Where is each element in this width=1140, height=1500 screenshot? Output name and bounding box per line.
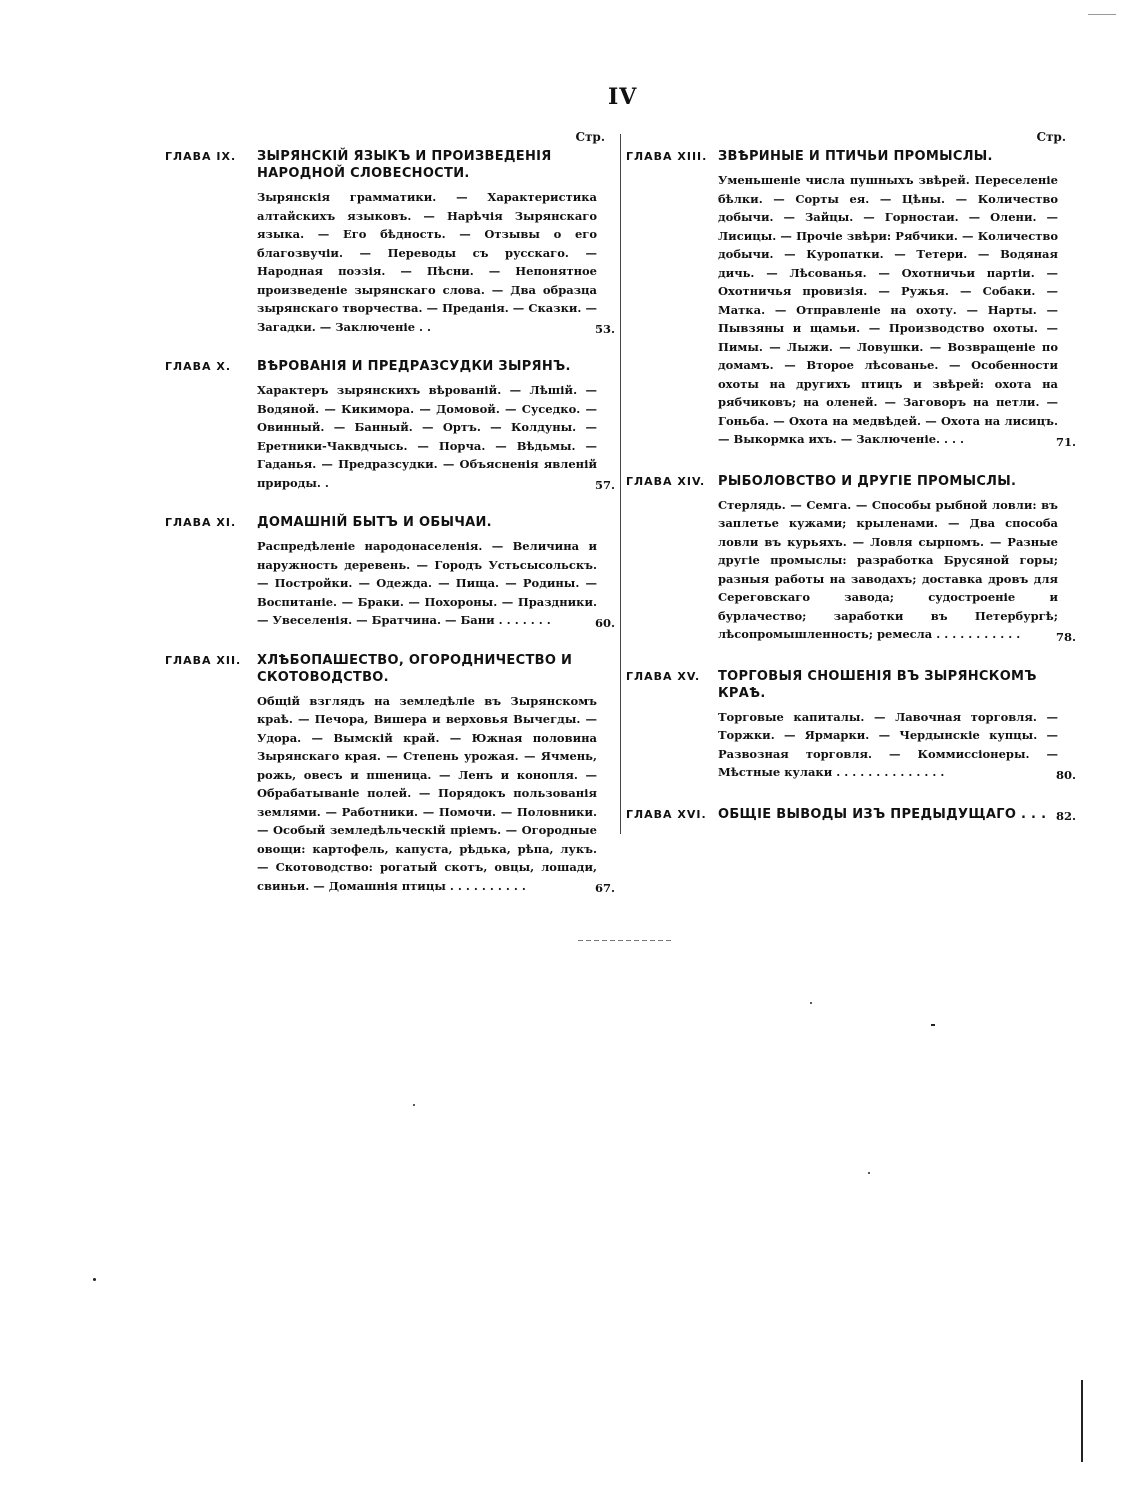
toc-entry[interactable] bbox=[165, 514, 615, 630]
scan-speck bbox=[810, 1002, 812, 1004]
scan-speck bbox=[868, 1172, 870, 1174]
toc-entry[interactable] bbox=[626, 806, 1076, 823]
chapter-page: 82. bbox=[1055, 808, 1076, 823]
scan-mark bbox=[1088, 14, 1116, 15]
chapter-description: Торговые капиталы. — Лавочная торговля. — Торжки. — Ярмарки. — Чердынскіе купцы. — Развозная торговля. — Коммиссіонеры. — Мѣстные кулаки . . . . . . . . . . . . . . bbox=[718, 709, 1058, 779]
chapter-page: 71. bbox=[1055, 434, 1076, 449]
pages-column-label: Стр. bbox=[1036, 130, 1066, 144]
chapter-title: ОБЩІЕ ВЫВОДЫ ИЗЪ ПРЕДЫДУЩАГО . . . bbox=[718, 806, 1047, 822]
chapter-title: РЫБОЛОВСТВО И ДРУГІЕ ПРОМЫСЛЫ. bbox=[718, 473, 1017, 489]
chapter-title: ЗЫРЯНСКІЙ ЯЗЫКЪ И ПРОИЗВЕДЕНІЯ НАРОДНОЙ СЛОВЕСНОСТИ. bbox=[257, 149, 552, 181]
chapter-page: 80. bbox=[1055, 767, 1076, 782]
chapter-description: Распредѣленіе народонаселенія. — Величина и наружность деревень. — Городъ Устьсысольскъ. — Постройки. — Одежда. — Пища. — Родины. — Воспитаніе. — Браки. — Похороны. — Праздники. — Увеселенія. — Братчина. — Бани . . . . . . . bbox=[257, 539, 597, 627]
chapter-label: ГЛАВА XI. bbox=[165, 516, 237, 529]
chapter-label: ГЛАВА XIII. bbox=[626, 150, 708, 163]
chapter-page: 60. bbox=[594, 615, 615, 630]
chapter-label: ГЛАВА XVI. bbox=[626, 807, 707, 821]
chapter-title: ТОРГОВЫЯ СНОШЕНІЯ ВЪ ЗЫРЯНСКОМЪ КРАѢ. bbox=[718, 668, 1037, 701]
scan-speck bbox=[93, 1278, 96, 1281]
end-rule bbox=[578, 940, 672, 941]
chapter-label: ГЛАВА XIV. bbox=[626, 474, 706, 488]
toc-right-column bbox=[626, 130, 1076, 837]
chapter-title: ВѢРОВАНІЯ И ПРЕДРАЗСУДКИ ЗЫРЯНЪ. bbox=[257, 359, 571, 374]
toc-entry[interactable] bbox=[626, 473, 1076, 644]
chapter-description: Общій взглядъ на земледѣліе въ Зырянскомъ краѣ. — Печора, Вишера и верховья Вычегды. — Удора. — Вымскій край. — Южная половина Зырянскаго края. — Степень урожая. — Ячмень, рожь, овесъ и пшеница. — Ленъ и конопля. — Обрабатываніе полей. — Порядокъ пользованія землями. — Работники. — Помочи. — Половники. — Особый земледѣльческій пріемъ. — Огородные овощи: картофель, капуста, рѣдька, рѣпа, лукъ. — Скотоводство: рогатый скотъ, овцы, лошади, свиньи. — Домашнія птицы . . . . . . . . . . bbox=[257, 693, 597, 893]
toc-entry[interactable] bbox=[165, 148, 615, 336]
chapter-title: ДОМАШНІЙ БЫТЪ И ОБЫЧАИ. bbox=[257, 515, 492, 530]
scan-speck bbox=[931, 1024, 935, 1026]
toc-entry[interactable] bbox=[626, 668, 1076, 782]
scan-speck bbox=[413, 1104, 415, 1106]
pages-column-label: Стр. bbox=[575, 130, 605, 144]
chapter-label: ГЛАВА IX. bbox=[165, 150, 237, 163]
chapter-page: 67. bbox=[594, 881, 615, 895]
chapter-description: Уменьшеніе числа пушныхъ звѣрей. Переселеніе бѣлки. — Сорты ея. — Цѣны. — Количество добычи. — Зайцы. — Горностаи. — Олени. — Лисицы. — Прочіе звѣри: Рябчики. — Количество добычи. — Куропатки. — Тетери. — Водяная дичь. — Лѣсованья. — Охотничьи партіи. — Охотничья провизія. — Ружья. — Собаки. — Матка. — Отправленіе на охоту. — Нарты. — Пывзяны и щамьи. — Производство охоты. — Пимы. — Лыжи. — Ловушки. — Возвращеніе по домамъ. — Второе лѣсованье. — Особенности охоты на другихъ птицъ и звѣрей: охота на рябчиковъ; на оленей. — Заговоръ на петли. — Гоньба. — Охота на медвѣдей. — Охота на лисицъ. — Выкормка ихъ. — Заключеніе. . . . bbox=[718, 173, 1058, 446]
chapter-page: 57. bbox=[594, 478, 615, 492]
toc-entry[interactable] bbox=[165, 358, 615, 492]
chapter-page: 78. bbox=[1055, 629, 1076, 644]
chapter-description: Характеръ зырянскихъ вѣрованій. — Лѣшій. — Водяной. — Кикимора. — Домовой. — Суседко. — Овинный. — Банный. — Ортъ. — Колдуны. — Еретники-Чаквдчысь. — Порча. — Вѣдьмы. — Гаданья. — Предразсудки. — Объясненія явленій природы. . bbox=[257, 383, 597, 490]
chapter-page: 53. bbox=[594, 322, 615, 336]
column-divider bbox=[620, 134, 621, 834]
toc-left-column bbox=[165, 130, 615, 909]
scan-edge bbox=[1081, 1380, 1083, 1462]
chapter-description: Зырянскія грамматики. — Характеристика алтайскихъ языковъ. — Нарѣчія Зырянскаго языка. — Его бѣдность. — Отзывы о его благозвучіи. — Переводы съ русскаго. — Народная поэзія. — Пѣсни. — Непонятное произведеніе зырянскаго слова. — Два образца зырянскаго творчества. — Преданія. — Сказки. — Загадки. — Заключеніе . . bbox=[257, 190, 597, 334]
chapter-title: ЗВѢРИНЫЕ И ПТИЧЬИ ПРОМЫСЛЫ. bbox=[718, 149, 993, 164]
chapter-label: ГЛАВА XV. bbox=[626, 669, 701, 683]
page-number: IV bbox=[608, 84, 638, 110]
chapter-description: Стерлядь. — Семга. — Способы рыбной ловли: въ заплетье кужами; крыленами. — Два способа ловли въ курьяхъ. — Ловля сырпомъ. — Разные другіе промыслы: разработка Брусяной горы; разныя работы на заводахъ; доставка дровъ для Сереговскаго завода; судостроеніе и бурлачество; заработки въ Петербургѣ; лѣсопромышленность; ремесла . . . . . . . . . . . bbox=[718, 497, 1058, 641]
chapter-label: ГЛАВА X. bbox=[165, 360, 232, 373]
chapter-title: ХЛѢБОПАШЕСТВО, ОГОРОДНИЧЕСТВО И СКОТОВОДСТВО. bbox=[257, 652, 573, 685]
toc-entry[interactable] bbox=[165, 652, 615, 896]
chapter-label: ГЛАВА XII. bbox=[165, 653, 242, 667]
toc-entry[interactable] bbox=[626, 148, 1076, 449]
